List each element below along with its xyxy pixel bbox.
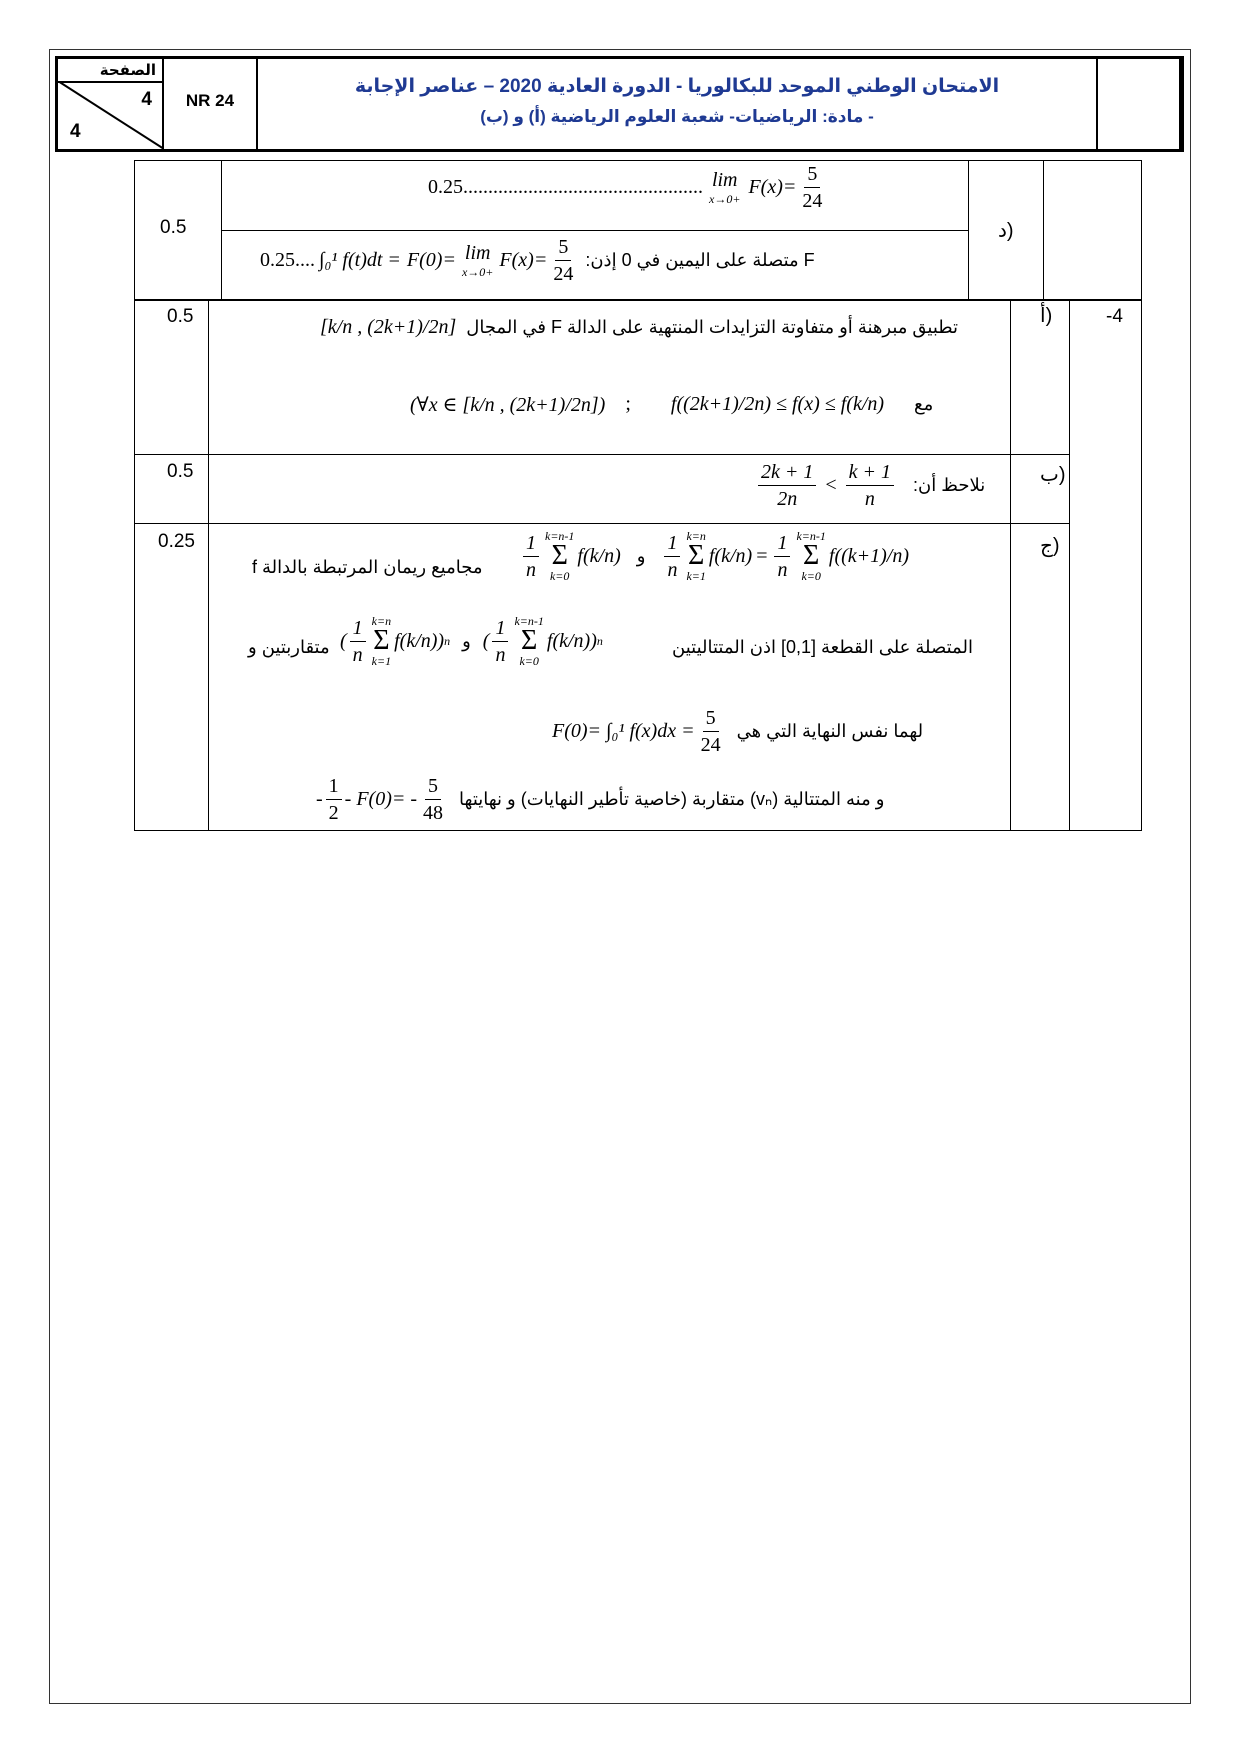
and-word: و: [636, 545, 646, 566]
part-a-score: 0.5: [167, 306, 194, 327]
numerator: 2k + 1: [758, 461, 816, 486]
theorem-text: تطبيق مبرهنة أو متفاوتة التزايدات المنتهية على الدالة F في المجال: [466, 317, 959, 337]
denominator: 2n: [777, 488, 798, 510]
denominator: 24: [553, 263, 574, 285]
lim-word: lim: [464, 242, 491, 264]
part-d-line-1: [428, 163, 828, 212]
numerator: k + 1: [846, 461, 894, 486]
sum-symbol: k=n Σ k=1: [686, 529, 706, 583]
col-divider: [968, 160, 969, 301]
sum-symbol: k=n-1 Σ k=0: [514, 614, 544, 668]
integral-expression: ∫₀¹ f(t)dt =: [319, 249, 401, 271]
row-divider: [221, 230, 968, 231]
numerator: 1: [326, 775, 342, 800]
conclusion-text: و منه المتتالية (vₙ) متقاربة (خاصية تأطير النهايات) و نهايتها: [459, 789, 885, 809]
fraction: $\frac{1}{n}$: [774, 532, 790, 581]
sum-symbol: k=n-1 Σ k=0: [545, 529, 575, 583]
integral-expression: F(0)= ∫₀¹ f(x)dx =: [552, 720, 695, 742]
numerator: 5: [425, 775, 441, 800]
empty-header-cell: [1098, 59, 1181, 149]
fraction: [698, 707, 724, 756]
part-b-line: [755, 461, 985, 510]
score-dots: 0.25................................................: [428, 176, 703, 198]
inequality: f((2k+1)/2n) ≤ f(x) ≤ f(k/n): [670, 393, 885, 415]
page-current: 4: [141, 89, 152, 110]
fraction: [420, 775, 446, 824]
part-a-line-2: [410, 392, 933, 417]
limit-expression: F(x)=: [748, 176, 797, 198]
denominator: 2: [328, 802, 339, 824]
sequences-text: المتصلة على القطعة [0,1] اذن المتتاليتين: [672, 637, 973, 657]
score-dots: 0.25....: [260, 249, 315, 271]
col-divider: [1043, 160, 1044, 301]
numerator: 5: [703, 707, 719, 732]
observe-text: نلاحظ أن:: [913, 475, 986, 495]
part-a-line-1: [320, 316, 958, 339]
col-divider: [1069, 299, 1070, 831]
part-c-line-3: [552, 707, 923, 756]
denominator: 24: [700, 734, 721, 756]
separator: ;: [625, 393, 631, 415]
denominator: 48: [423, 802, 444, 824]
page-label: الصفحة: [99, 62, 156, 79]
lim-word: lim: [711, 169, 738, 191]
limit-operator: [462, 243, 493, 278]
title-line-2: - مادة: الرياضيات- شعبة العلوم الرياضية (أ) و (ب): [480, 107, 874, 126]
expression-mid: F(x)=: [499, 249, 548, 271]
denominator: 24: [802, 190, 823, 212]
row-divider: [134, 454, 1069, 455]
sum-symbol: k=n Σ k=1: [371, 614, 392, 668]
exam-code: NR 24: [185, 91, 235, 110]
fraction: [799, 163, 825, 212]
limit-operator: [709, 170, 740, 205]
title-line-1: الامتحان الوطني الموحد للبكالوريا - الدورة العادية 2020 – عناصر الإجابة: [354, 76, 1000, 97]
sum-symbol: k=n-1 Σ k=0: [796, 529, 826, 583]
title-box: [258, 59, 1098, 149]
lim-under: x→0+: [461, 265, 494, 279]
part-d-score: 0.5: [160, 217, 187, 238]
question-number: -4: [1106, 306, 1123, 327]
col-divider: [1010, 299, 1011, 831]
part-d-label: د): [998, 220, 1014, 242]
continuity-end-text: متقاربتين و: [248, 637, 330, 657]
col-divider: [208, 299, 209, 831]
page-number-box: [58, 59, 164, 149]
part-c-score: 0.25: [158, 531, 195, 552]
exam-code-box: [164, 59, 258, 149]
continuity-text: F متصلة على اليمين في 0 إذن:: [585, 250, 815, 270]
fraction: [326, 775, 342, 824]
numerator: 5: [804, 163, 820, 188]
fraction: [846, 461, 894, 510]
part-c-line-2: ( $\frac{1}{n}$ k=n Σ k=1 f(k/n)) n و ( $\frac{1}{n}$ k=n-1 Σ k=0 f(k/n)) n: [340, 614, 603, 668]
part-c-label: ج): [1040, 535, 1060, 557]
part-a-label: أ): [1040, 305, 1053, 327]
fraction: [550, 236, 576, 285]
expression-left: F(0)=: [406, 249, 456, 271]
part-d-line-2: [260, 236, 815, 285]
page-total: 4: [70, 121, 81, 142]
fraction: $\frac{1}{n}$: [664, 532, 680, 581]
part-b-score: 0.5: [167, 461, 194, 482]
part-c-line-1: $\frac{1}{n}$ k=n-1 Σ k=0 f(k/n) و $\frac{1}{n}$ k=n Σ k=1 f(k/n) = $\frac{1}{n}$ k=n-1 Σ k=0 f((k+1)/n): [520, 530, 909, 582]
part-c-line-4: - $\frac{1}{2}$ - F(0)= - $\frac{5}{48}$ و منه المتتالية (vₙ) متقاربة (خاصية تأطير النهايات) و نهايتها: [316, 775, 885, 824]
row-divider: [134, 523, 1069, 524]
relation: <: [825, 474, 837, 496]
denominator: n: [864, 488, 875, 510]
numerator: 5: [555, 236, 571, 261]
fraction: [758, 461, 816, 510]
riemann-sums-text: مجاميع ريمان المرتبطة بالدالة f: [252, 557, 483, 577]
with-word: مع: [914, 394, 934, 414]
limit-expression: - F(0)= -: [344, 788, 418, 810]
lim-under: x→0+: [709, 192, 741, 206]
interval: [k/n , (2k+1)/2n]: [320, 316, 457, 338]
part-b-label: ب): [1040, 464, 1066, 486]
fraction: $\frac{1}{n}$: [523, 532, 539, 581]
forall-condition: (∀x ∈ [k/n , (2k+1)/2n]): [410, 394, 606, 416]
exam-header: [55, 56, 1184, 152]
same-limit-text: لهما نفس النهاية التي هي: [736, 721, 924, 741]
